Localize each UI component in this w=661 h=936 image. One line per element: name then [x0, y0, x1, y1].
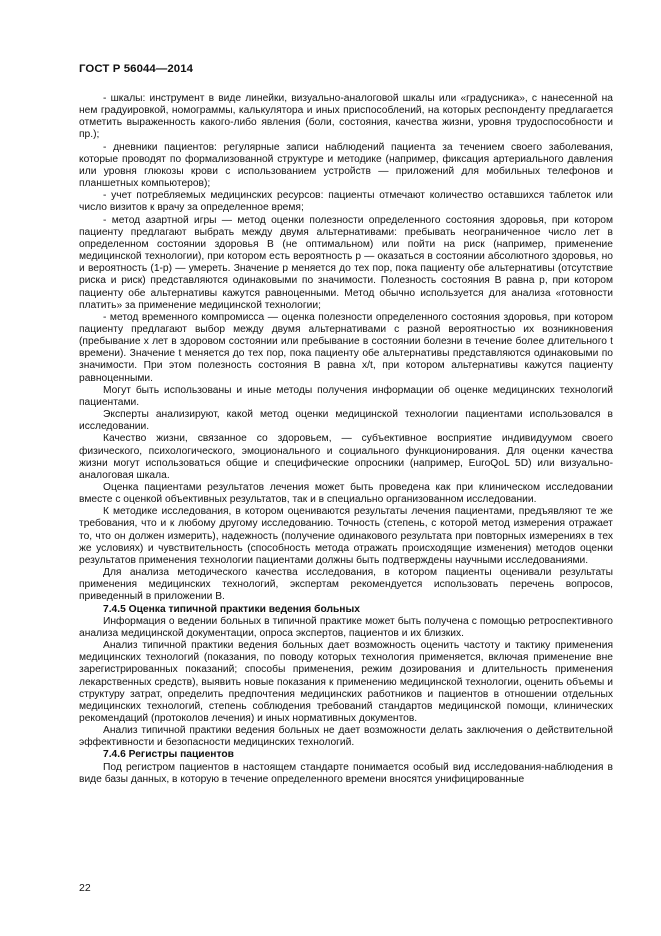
paragraph: Под регистром пациентов в настоящем стандарте понимается особый вид исследования-наблюдения в виде базы данных, в которую в течение определенного времени вносятся унифицированные	[79, 761, 613, 785]
section-heading-7-4-6: 7.4.6 Регистры пациентов	[103, 749, 234, 761]
document-body	[79, 93, 613, 786]
paragraph: Анализ типичной практики ведения больных дает возможность оценить частоту и тактику применения медицинских технологий (показания, по поводу которых технология применяется, включая применение вне зарегистрированных показаний; способы применения, режим дозирования и длительность применения лекарственных средств), выявить новые показания к применению медицинской технологии, оценить объемы и структуру затрат, определить предпочтения медицинских работников и пациентов в отношении отдельных медицинских технологий, степень соблюдения требований стандартов медицинской помощи, клинических рекомендаций (протоколов лечения) и иных нормативных документов.	[79, 640, 613, 724]
paragraph: - дневники пациентов: регулярные записи наблюдений пациента за течением своего заболевания, которые проводят по формализованной структуре и методике (например, фиксация артериального давления или уровня глюкозы крови с использованием устройств — приложений для мобильных телефонов и планшетных компьютеров);	[79, 141, 613, 190]
paragraph: - метод временного компромисса — оценка полезности определенного состояния здоровья, при котором пациенту предлагают выбор между двумя альтернативами с разной вероятностью их возникновения (пребывание x лет в здоровом состоянии или пребывание в состоянии болезни в течение более длительного t времени). Значение t меняется до тех пор, пока пациенту обе альтернативы представляются одинаковыми по значимости. При этом полезность состояния B равна x/t, при котором альтернативы кажутся пациенту равноценными.	[79, 311, 613, 384]
section-heading-7-4-5: 7.4.5 Оценка типичной практики ведения больных	[103, 603, 360, 615]
paragraph: Информация о ведении больных в типичной практике может быть получена с помощью ретроспективного анализа медицинской документации, опроса экспертов, пациентов и их близких.	[79, 615, 613, 639]
paragraph: К методике исследования, в котором оцениваются результаты лечения пациентами, предъявляют те же требования, что и к любому другому исследованию. Точность (степень, с которой метод измерения отражает то, что он должен измерить), надежность (получение одинакового результата при повторных измерениях в тех же условиях) и чувствительность (способность метода отражать происходящие изменения) методов оценки результатов применения технологии пациентами должны быть подтверждены научными исследованиями.	[79, 506, 613, 566]
paragraph: Для анализа методического качества исследования, в котором пациенты оценивали результаты применения медицинских технологий, экспертам рекомендуется использовать перечень вопросов, приведенный в приложении В.	[79, 567, 613, 603]
document-header: ГОСТ Р 56044—2014	[79, 63, 194, 75]
paragraph: Оценка пациентами результатов лечения может быть проведена как при клиническом исследовании вместе с оценкой объективных результатов, так и в специально организованном исследовании.	[79, 482, 613, 506]
page-number: 22	[79, 882, 91, 894]
paragraph: - учет потребляемых медицинских ресурсов: пациенты отмечают количество оставшихся таблеток или число визитов к врачу за определенное время;	[79, 190, 613, 214]
paragraph: Качество жизни, связанное со здоровьем, — субъективное восприятие индивидуумом своего физического, психологического, эмоционального и социального функционирования. Для оценки качества жизни могут использоваться общие и специфические опросники (например, EuroQoL 5D) или визуально-аналоговая шкала.	[79, 433, 613, 481]
paragraph: Анализ типичной практики ведения больных не дает возможности делать заключения о действительной эффективности и безопасности медицинских технологий.	[79, 725, 613, 749]
paragraph: Могут быть использованы и иные методы получения информации об оценке медицинских технологий пациентами.	[79, 384, 613, 408]
paragraph: - метод азартной игры — метод оценки полезности определенного состояния здоровья, при котором пациенту предлагают выбрать между двумя альтернативами: пребывать неограниченное число лет в определенном состоянии здоровья B (не оптимальном) или пойти на риск (например, применение медицинской технологии), при котором есть вероятность p — оказаться в состоянии абсолютного здоровья, но и вероятность (1-p) — умереть. Значение p меняется до тех пор, пока пациенту обе альтернативы (отсутствие риска и риск) представляются одинаковыми по значимости. Полезность состояния B равна p, при котором пациенту обе альтернативы кажутся равноценными. Метод обычно используется для анализа «готовности платить» за применение медицинской технологии;	[79, 214, 613, 311]
paragraph: Эксперты анализируют, какой метод оценки медицинской технологии пациентами использовался в исследовании.	[79, 409, 613, 433]
paragraph: - шкалы: инструмент в виде линейки, визуально-аналоговой шкалы или «градусника», с нанесенной на нем градуировкой, номограммы, калькулятора и иных приспособлений, на которых респонденту предлагается отметить выраженность какого-либо явления (боли, состояния, качества жизни, уровня трудоспособности и пр.);	[79, 93, 613, 141]
